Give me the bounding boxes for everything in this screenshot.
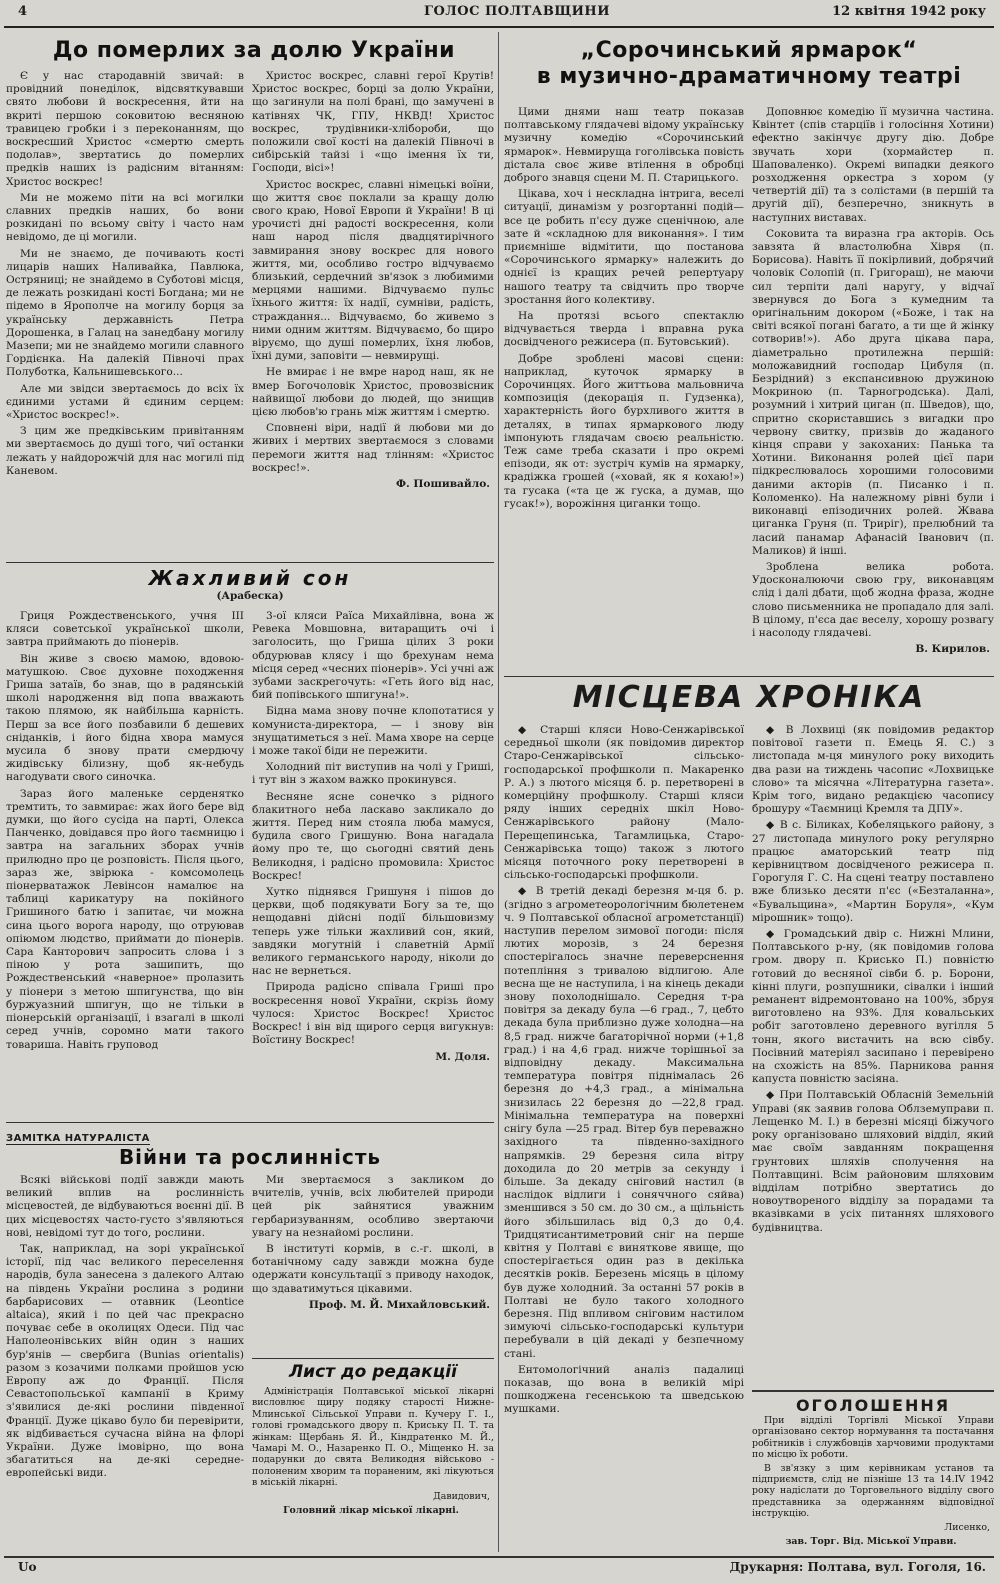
dead-col-2 [252, 70, 494, 560]
paragraph: Сповнені віри, надії й любови ми до живих і мертвих звертаємося з словами перемоги життя над тлінням: «Христос воскрес!». [252, 422, 494, 474]
divider [504, 676, 994, 677]
paragraph: Так, наприклад, на зорі української історії, під час великого переселення народів, була занесена з далекого Алтаю на південь України рослина з родини барбарисових — отавник (Leontice altaica), який і по цей час прекрасно почуває себе в околицях Одеси. Під час Наполеонівських війн один з наших бур'янів — свербига (Bunias orientalis) разом з козачими полками пройшов усю Европу аж до Франції. Після Севастопольської кампанії в Криму з'явилися де-які рослини південної Франції. Дуже цікаво було би перевірити, як відбивається сучасна війна на флорі України. Дуже імовірно, що вона збагатиться на де-які середне-европейські види. [6, 1243, 244, 1480]
paragraph: Цікава, хоч і нескладна інтрига, веселі ситуації, динамізм у розгортанні подій—все це робить п'єсу дуже сценічною, але зате й «складною для виконання». І тим приємніше відмітити, що постанова «Сорочинського ярмарку» належить до однієї із кращих речей репертуару нашого театру та свідчить про творче зростання його колективу. [504, 188, 744, 306]
article-title-plants: Війни та рослинність [118, 1145, 382, 1169]
chronicle-item: ◆ Старші кляси Ново-Сенжарівської середньої школи (як повідомив директор Старо-Сенжарівської сільсько-господарської профшколи п. Макаренко Р. А.) з лютого місяця б. р. перетворені в комерційну профшколу. Старші кляси ряду інших середніх шкіл Ново-Сенжарівського району (Мало-Перещепинська, Тагамлицька, Старо-Сенжарівська тощо) також з лютого місяця поточного року перетворені в сільсько-господарські профшколи. [504, 724, 744, 882]
paragraph: Весняне ясне сонечко з рідного блакитного неба ласкаво закликало до життя. Перед ним стояла люба мамуся, будила свого Гришуню. Вона нагадала йому про те, що сьогодні святий день Великодня, і радісно промовила: Христос Воскрес! [252, 790, 494, 882]
paragraph: Природа радісно співала Гриші про воскресення нової України, скрізь йому чулося: Христос Воскрес! Христос Воскрес! і він від щирого серця вигукнув: Воїстину Воскрес! [252, 981, 494, 1047]
paragraph: В інституті кормів, в с.-г. школі, в ботанічному саду завжди можна буде одержати консультації з приводу находок, що здаватимуться цікавими. [252, 1243, 494, 1295]
fair-title-box [504, 38, 994, 104]
page-number: 4 [18, 4, 28, 19]
fair-col-1 [504, 106, 744, 674]
divider [6, 562, 494, 563]
paragraph: Бідна мама знову почне клопотатися у комуниста-директора, — і знову він знущатиметься з неї. Мама хворе на серце і може такої біди не пережити. [252, 705, 494, 758]
fair-col-2 [752, 106, 994, 674]
article-title-dream: Жахливий сон [148, 566, 352, 590]
footer-mark: Uo [18, 1560, 37, 1574]
divider [752, 1390, 994, 1392]
paragraph: Він живе з своєю мамою, вдовою-матушкою. Своє духовне походження Гриша затаїв, бо знав, що в радянській школі народження від попа вважають такою плямою, як найбільша карність. Перш за все його позбавили б дешевих сніданків, і його бідна хвора мамуся мусила б знову прати смердючу жидівську білизну, щоб як-небудь нагодувати свого синочка. [6, 652, 244, 784]
plants-col-1 [6, 1174, 244, 1558]
paragraph: Добре зроблені масові сцени: наприклад, куточок ярмарку в Сорочинцях. Його життьова мальовнича композиція (декорація п. Гудзенка), характерність його бурхливого життя в деталях, в типах ярмаркового люду імпонують глядачам своєю реальністю. Теж саме треба сказати і про окремі епізоди, як от: зустріч кумів на ярмарку, крадіжка грошей («ховай, як я кохаю!») та гусака («та це ж гуска, а думав, що гусак!»), ворожіння циганки тощо. [504, 352, 744, 510]
announcement-paragraph: При відділі Торгівлі Міської Управи організовано сектор нормування та постачання робітників і службовців харчовими продуктами по місцю їх роботи. [752, 1415, 994, 1461]
paragraph: Хутко піднявся Гришуня і пішов до церкви, щоб подякувати Богу за те, що нещодавні дійсні події більшовизму теперь уже тільки жахливий сон, який, завдяки могутній і славетній Армії великого германського народу, ніколи до нас не вернеться. [252, 886, 494, 978]
chronicle-item: Ентомологічний аналіз падалиці показав, що вона в великій мірі пошкоджена гесенською та шведською мушками. [504, 1363, 744, 1416]
letter-sign: Давидович, [433, 1490, 490, 1502]
paragraph: 3-ої кляси Раїса Михайлівна, вона ж Ревека Мовшовна, витаращить очі і заголосить, що Гриша цілих 3 роки обдурював клясу і що брехунам нема місця серед «чесних піонерів». Усі учні аж зубами заскрегочуть: «Геть його від нас, бий попівського шпигуна!». [252, 610, 494, 702]
paragraph: Є у нас стародавній звичай: в провідний понеділок, відсвяткувавши свято любови й воскресення, йти на вкриті першою соковитою весняною травицею гробки і з переконанням, що воскресший Христос «смертю смерть подолав», звертатись до померлих предків наших із радісним вітанням: Христос воскрес! [6, 70, 244, 188]
article-title-dead: До померлих за долю України [52, 38, 456, 62]
announcement-title: ОГОЛОШЕННЯ [795, 1396, 951, 1415]
paragraph: Холодний піт виступив на чолі у Гриші, і тут він з жахом важко прокинувся. [252, 761, 494, 787]
dead-col-1 [6, 70, 244, 560]
paragraph: Христос воскрес, славні німецькі воїни, що життя своє поклали за кращу долю свого краю, Нової Европи й України! В ці урочисті дні радості воскресення, коли наш народ після двадцятирічного завмирання знову воскрес для нового життя, ми, особливо гостро відчуваємо близький, сердечний зв'язок з любимими мерцями нашими. Відчуваємо пульс їхнього життя: їх надії, сумніви, радість, страждання... Відчуваємо, бо живемо з ними одним життям. Відчуваємо, бо щиро віруємо, що душі померлих, їхня любов, їхні думи, заповіти — невмирущі. [252, 178, 494, 363]
plants-col-2 [252, 1174, 494, 1354]
column-divider [498, 32, 499, 1552]
article-kicker: ЗАМІТКА НАТУРАЛІСТА [6, 1133, 150, 1144]
signature: Ф. Пошивайло. [395, 478, 490, 491]
signature: Проф. М. Й. Михайловський. [308, 1298, 490, 1311]
announcement-box [752, 1396, 994, 1558]
announcement-sign: Лисенко, [944, 1521, 990, 1533]
paragraph: Соковита та виразна гра акторів. Ось завзята й властолюбна Хівря (п. Борисова). Навіть її покірливий, добрячий чоловік Солопій (п. Григораш), не маючи сил терпіти далі наругу, у відчаї звернувся до Бога з кумедним та оригінальним докором («Боже, і так на світі всякої погані багато, а ти ще й жінку сотворив!»). Або друга цікава пара, діаметрально протилежна першій: моложавидний господар Цибуля (п. Безрідний) з експансивною дружиною Мокриною (п. Тарногродська). Далі, розумний і хитрий циган (п. Шведов), що, спритно скориставшись з вигадки про червону свитку, призвів до жаданого кінця справи у закоханих: Панька та Хотини. Виконання ролей цієї пари підкреслювалось хорошими голосовими даними акторів (п. Писанко і п. Коломенко). На належному рівні були і виконавці епізодичних ролей. Жвава циганка Груня (п. Триріг), прелюбний та ласий панамар Афанасій Іванович (п. Маликов) й інші. [752, 227, 994, 557]
paragraph: Ми звертаємося з закликом до вчителів, учнів, всіх любителей природи цей рік зайнятися уважним гербаризуванням, особливо звертаючи увагу на незнайомі рослини. [252, 1174, 494, 1239]
dream-title-box [6, 566, 494, 608]
letter-title: Лист до редакції [289, 1362, 457, 1382]
letter-sign-title: Головний лікар міської лікарні. [283, 1504, 459, 1516]
chronicle-col-1 [504, 724, 744, 1558]
chronicle-col-2 [752, 724, 994, 1384]
printer-info: Друкарня: Полтава, вул. Гоголя, 16. [729, 1560, 986, 1574]
paragraph: На протязі всього спектаклю відчувається тверда і вправна рука досвідченого режисера (п. Бутовський). [504, 310, 744, 349]
article-title-fair-2: в музично-драматичному театрі [536, 64, 962, 89]
divider [252, 1358, 494, 1359]
issue-date: 12 квітня 1942 року [832, 4, 986, 19]
paper-name: ГОЛОС ПОЛТАВЩИНИ [424, 4, 610, 19]
chronicle-item: ◆ В Лохвиці (як повідомив редактор повітової газети п. Емець Я. С.) з листопада м-ця минулого року виходить два рази на тиждень часопис «Лохвицьке слово» та місячна «Літературна газета». Крім того, видано редакцією часопису брошуру «Таємниці Кремля та ДПУ». [752, 724, 994, 816]
paragraph: Не вмирає і не вмре народ наш, як не вмер Богочоловік Христос, провозвісник найвищої любови до людей, що знищив цією любов'ю грань між життям і смертю. [252, 366, 494, 419]
paragraph: Гриця Рождественського, учня III кляси советської української школи, завтра приймають до піонерів. [6, 610, 244, 649]
paragraph: Зараз його маленьке серденятко тремтить, то завмирає: жах його бере від думки, що його сусіда на парті, Олекса Панченко, довідався про його таємницю і завтра на загальних зборах учнів прилюдно про це розповість. Після цього, зараз же, звірюка - комсомолець піонерватажок Левінсон намалює на таблиці карикатуру на покійного Гришиного батю і запитає, чи можна сина цього ворога народу, що отруював опіюмом людство, приймати до піонерів. Сара Канторович запросить слова і з піною у рота зашипить, що Рождественський «наверное» пролазить у піонери з метою шпигунства, що він буржуазний шпигун, що не тільки в піонерській організації, і взагалі в школі серед учнів, соромно мати такого товариша. Навіть груповод [6, 787, 244, 1051]
chronicle-title: МІСЦЕВА ХРОНІКА [572, 680, 926, 715]
letter-body: Адміністрація Полтавської міської лікарні висловлює щиру подяку старості Нижне-Млинської Сільської Управи п. Кучеру Г. І., голові громадського двору п. Криську П. Т. та жінкам: Щербань Я. Й., Кіндратенко М. Й., Чамарі М. О., Назаренко П. О., Міщенко Н. за подарунки до свята Великодня військово - полоненим хворим та пораненим, які лікуються в міській лікарні. [252, 1386, 494, 1489]
masthead [4, 0, 994, 28]
article-title-fair: „Сорочинський ярмарок“ [580, 38, 918, 63]
paragraph: Всякі військові події завжди мають великий вплив на рослинність місцевостей, де відбуваються воєнні дії. В цих місцевостях часто-густо з'являються нові, невідомі тут до того, рослини. [6, 1174, 244, 1239]
chronicle-item: ◆ При Полтавській Обласній Земельній Управі (як заявив голова Облземуправи п. Лещенко М. І.) в березні місяці біжучого року організовано шляховий відділ, який має своїм завданням покращення грунтових шляхів сполучення на Полтавщині. Всім районовим шляховим відділам потрібно звертатись до новоутвореного відділу за порадами та вказівками в усіх питаннях шляхового будівництва. [752, 1089, 994, 1234]
paragraph: Ми не знаємо, де почивають кості лицарів наших Наливайка, Павлюка, Остряниці; не знайдемо в Суботові місця, де лежать розкидані кості Богдана; ми не підемо в Ярополче на могилу борця за українську державність Петра Дорошенка, в Галац на занедбану могилу Мазепи; ми не знайдемо могили славного Гордієнка. На далекій Півночі прах Полуботка, Кальнишевського... [6, 247, 244, 379]
paragraph: Але ми звідси звертаємось до всіх їх єдиними устами й єдиним серцем: «Христос воскрес!». [6, 382, 244, 422]
paragraph: Ми не можемо піти на всі могилки славних предків наших, бо вони розкидані по всьому світу і часто нам невідомо, де ці могили. [6, 191, 244, 244]
dream-col-1 [6, 610, 244, 1120]
dead-title-box [6, 38, 502, 62]
letter-box [252, 1362, 494, 1558]
paragraph: Христос воскрес, славні герої Крутів! Христос воскрес, борці за долю України, що загинули на полі брані, що замучені в катівнях ЧК, ГПУ, НКВД! Христос воскрес, трудівники-хлібороби, що положили свої кості на далекій Півночі в сибірській тайзі і «що імення їх ти, Господи, вісі»! [252, 70, 494, 175]
plants-title-box [6, 1126, 494, 1172]
footer-rule [4, 1556, 994, 1558]
article-subtitle: (Арабеска) [216, 590, 284, 602]
signature: В. Кирилов. [915, 643, 990, 656]
chronicle-item: ◆ Громадський двір с. Нижні Млини, Полтавського р-ну, (як повідомив голова гром. двору п. Криськo П.) повністю готовий до весняної сівби б. р. Борони, кінні плуги, розпушники, сівалки і інший реманент відремонтовано на 100%, збруя виготовлено на 93%. Для ковальських робіт заготовлено деревного вугілля 5 тонн, якого вистачить на всю сівбу. Посівний матеріял засипано і перевірено на схожість на 85%. Парникова рання капуста повністю засіяна. [752, 928, 994, 1086]
signature: М. Доля. [435, 1050, 490, 1063]
dream-col-2 [252, 610, 494, 1120]
chronicle-title-box [504, 680, 994, 720]
announcement-paragraph: В зв'язку з цим керівникам установ та підприємств, слід не пізніше 13 та 14.IV 1942 року надіслати до Торговельного відділу свого представника за одержанням відповідної інструкцію. [752, 1462, 994, 1520]
paragraph: Зроблена велика робота. Удосконалюючи свою гру, виконавцям слід і далі дбати, щоб жодна фраза, жодне слово письменника не пропадало для залі. В цілому, п'єса дає веселу, хорошу розвагу і насолоду глядачеві. [752, 560, 994, 639]
announcement-sign-title: зав. Торг. Від. Міської Управи. [785, 1535, 957, 1547]
paragraph: З цим же предківським привітанням ми звертаємось до душі того, чиї останки лежать у найдорожчій для нас могилі під Каневом. [6, 425, 244, 477]
paragraph: Доповнює комедію її музична частина. Квінтет (спів старціїв і голосіння Хотини) ефектно закінчує другу дію. Добре звучать хори (хормайстер п. Шаповаленко). Окремі випадки деякого розходження оркестра з хором (у четвертій дії) та з солістами (в першій та другій дії), безперечно, зникнуть в наступних виставах. [752, 106, 994, 224]
paragraph: Цими днями наш театр показав полтавському глядачеві відому українську музичну комедію «Сорочинський ярмарок». Невмируща гоголівська повість дістала своє живе втілення в обробці доброго знавця сцени М. П. Старицького. [504, 106, 744, 185]
divider [6, 1122, 494, 1123]
chronicle-item: ◆ В с. Біликах, Кобеляцького району, з 27 листопада минулого року регулярно працює аматорський театр під керівництвом досвідченого режисера п. Горогуля Г. С. На сцені театру поставлено вже близько десяти п'єс («Безталанна», «Бувальщина», «Мартин Боруля», «Кум мірошник» тощо). [752, 819, 994, 924]
chronicle-item: ◆ В третій декаді березня м-ця б. р. (згідно з агрометеорологічним бюлетенем ч. 9 Полтавської обласної агрометстанції) наступив перелом зимової погоди: після лютих морозів, з 24 березня спостерігалось значне переверснення потепління з тривалою відлигою. Але весна ще не наступила, і на кінець декади знову похолоднішало. Середня т-ра повітря за декаду була —6 град., 7, цебто декада була приблизно дуже холодна—на 8,5 град. нижче багаторічної норми (+1,8 град.) і на 4,6 град. нижче торішньої за відповідну декаду. Максимальна температура повітря піднімалась 26 березня до +4,3 град., а мінімальна знизилась 22 березня до —22,8 град. Мінімальна температура на поверхні снігу була —25 град. Вітер був переважно західного та південно-західного напрямків. 29 березня сила вітру доходила до 20 метрів за секунду і більше. За декаду сніговий настил (в наслідок відлиги і соняччного сяйва) зменшився з 50 см. до 30 см., а щільність його збільшилась від 0,3 до 0,4. Тридцятисантиметровий сніг на перше квітня у Полтаві є виняткове явище, що спостерігається один раз в декілька десятків років. Березень місяць в цілому був дуже холодний. За останні 57 років в Полтаві не було такого холодного березня. Під впливом сніговим настилом зимуючі сільсько-господарські культури перебували в цій декаді у безпечному стані. [504, 885, 744, 1360]
